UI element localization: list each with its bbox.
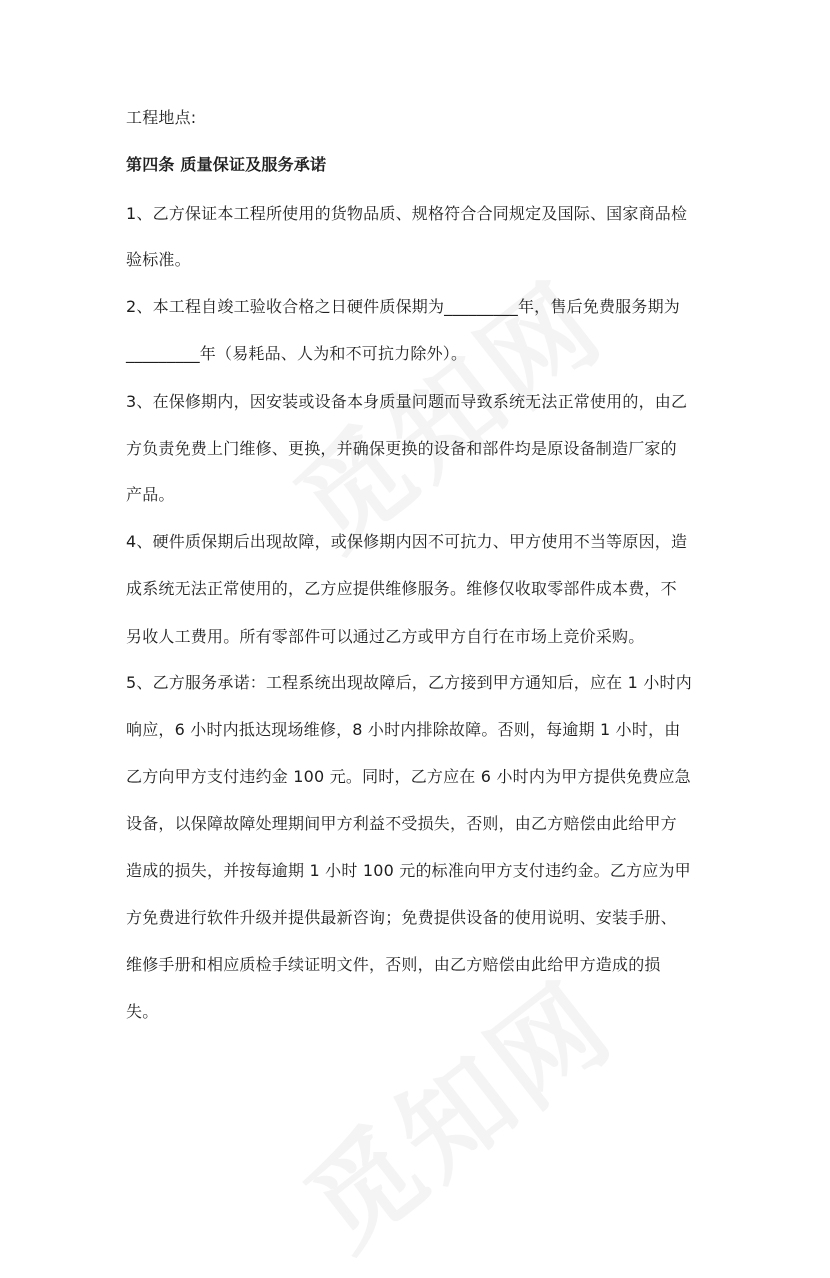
paragraph-line: 5、乙方服务承诺：工程系统出现故障后，乙方接到甲方通知后，应在 1 小时内 (126, 673, 692, 692)
paragraph-line: 造成的损失，并按每逾期 1 小时 100 元的标准向甲方支付违约金。乙方应为甲 (126, 861, 691, 880)
paragraph-line: 乙方向甲方支付违约金 100 元。同时，乙方应在 6 小时内为甲方提供免费应急 (126, 767, 691, 786)
paragraph-line: 产品。 (126, 485, 175, 504)
paragraph-line: 响应，6 小时内抵达现场维修，8 小时内排除故障。否则，每逾期 1 小时，由 (126, 720, 681, 739)
paragraph-line: 失。 (126, 1002, 159, 1021)
article-heading: 第四条 质量保证及服务承诺 (126, 155, 327, 174)
paragraph-line: 验标准。 (126, 250, 191, 269)
paragraph-line: 4、硬件质保期后出现故障，或保修期内因不可抗力、甲方使用不当等原因，造 (126, 532, 688, 551)
paragraph-line: 2、本工程自竣工验收合格之日硬件质保期为_________年，售后免费服务期为 (126, 297, 680, 316)
paragraph-line: 成系统无法正常使用的，乙方应提供维修服务。维修仅收取零部件成本费，不 (126, 579, 677, 598)
site-label: 工程地点: (126, 108, 197, 127)
paragraph-line: 设备，以保障故障处理期间甲方利益不受损失，否则，由乙方赔偿由此给甲方 (126, 814, 677, 833)
paragraph-line: 1、乙方保证本工程所使用的货物品质、规格符合合同规定及国际、国家商品检 (126, 204, 688, 223)
paragraph-line: 方负责免费上门维修、更换，并确保更换的设备和部件均是原设备制造厂家的 (126, 439, 677, 458)
paragraph-line: _________年（易耗品、人为和不可抗力除外）。 (126, 344, 468, 363)
paragraph-line: 方免费进行软件升级并提供最新咨询；免费提供设备的使用说明、安装手册、 (126, 908, 677, 927)
paragraph-line: 维修手册和相应质检手续证明文件，否则，由乙方赔偿由此给甲方造成的损 (126, 955, 661, 974)
paragraph-line: 另收人工费用。所有零部件可以通过乙方或甲方自行在市场上竞价采购。 (126, 627, 645, 646)
paragraph-line: 3、在保修期内，因安装或设备本身质量问题而导致系统无法正常使用的，由乙 (126, 392, 688, 411)
watermark-logo (268, 940, 640, 1278)
